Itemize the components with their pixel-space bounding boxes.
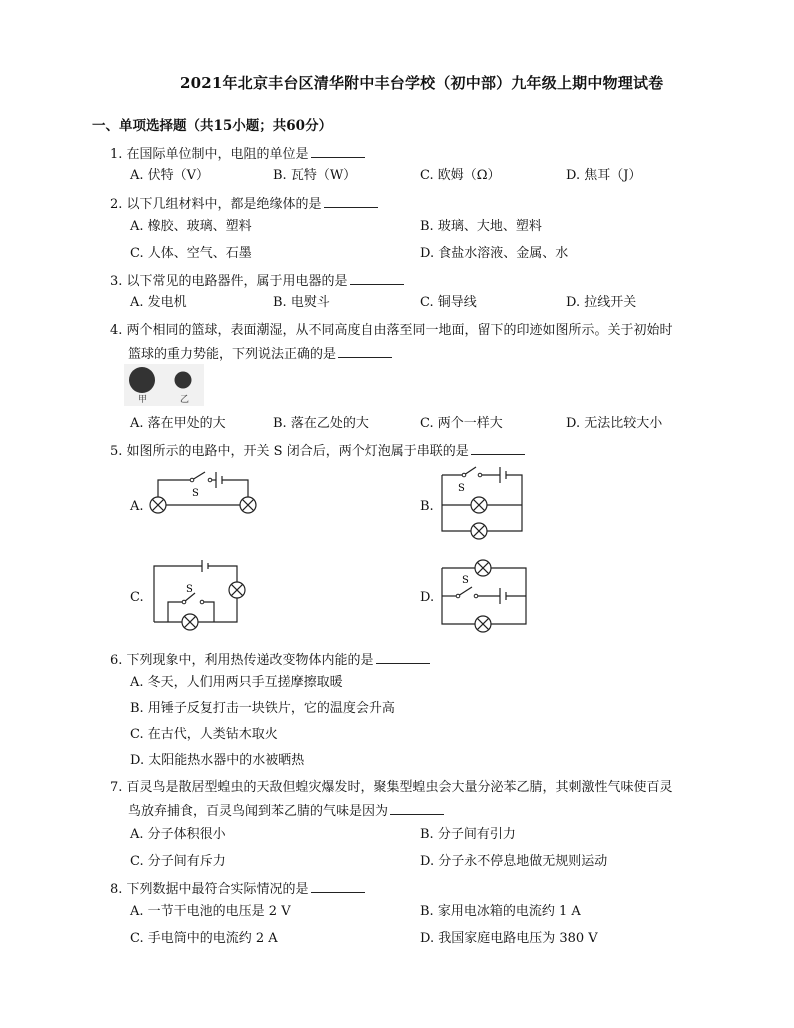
switch-label: S <box>192 488 199 499</box>
answer-blank <box>376 651 430 664</box>
question-5-stem: 5. 如图所示的电路中，开关 S 闭合后，两个灯泡属于串联的是 <box>110 444 469 459</box>
q8-option-a: A. 一节干电池的电压是 2 V <box>130 904 291 919</box>
q1-option-d: D. 焦耳（J） <box>566 168 642 183</box>
question-3 <box>110 270 404 289</box>
q6-option-a: A. 冬天，人们用两只手互搓摩擦取暖 <box>130 675 343 690</box>
q7-option-d: D. 分子永不停息地做无规则运动 <box>420 854 608 869</box>
q8-option-d: D. 我国家庭电路电压为 380 V <box>420 931 598 946</box>
question-3-stem: 3. 以下常见的电路器件，属于用电器的是 <box>110 274 348 289</box>
answer-blank <box>471 442 525 455</box>
q7-option-c: C. 分子间有斥力 <box>130 854 226 869</box>
q2-option-b: B. 玻璃、大地、塑料 <box>420 219 542 234</box>
answer-blank <box>338 345 392 358</box>
switch-label: S <box>462 575 469 586</box>
circuit-c <box>150 556 250 634</box>
q1-option-b: B. 瓦特（W） <box>273 168 357 183</box>
answer-blank <box>390 802 444 815</box>
q6-option-b: B. 用锤子反复打击一块铁片，它的温度会升高 <box>130 701 395 716</box>
question-4-stem: 篮球的重力势能，下列说法正确的是 <box>128 347 337 362</box>
q3-option-b: B. 电熨斗 <box>273 295 330 310</box>
section-heading: 一、单项选择题（共15小题；共60分） <box>92 118 333 134</box>
q1-option-a: A. 伏特（V） <box>130 168 210 183</box>
q3-option-d: D. 拉线开关 <box>566 295 637 310</box>
question-8 <box>110 878 365 897</box>
question-2 <box>110 193 378 212</box>
q5-label-a: A. <box>130 499 144 514</box>
switch-label: S <box>458 483 465 494</box>
q8-option-b: B. 家用电冰箱的电流约 1 A <box>420 904 581 919</box>
q3-option-c: C. 铜导线 <box>420 295 477 310</box>
q6-option-d: D. 太阳能热水器中的水被晒热 <box>130 753 305 768</box>
q2-option-d: D. 食盐水溶液、金属、水 <box>420 246 569 261</box>
q3-option-a: A. 发电机 <box>130 295 187 310</box>
basketball-marks-figure <box>124 364 204 406</box>
q4-option-d: D. 无法比较大小 <box>566 416 663 431</box>
q7-option-b: B. 分子间有引力 <box>420 827 516 842</box>
q8-option-c: C. 手电筒中的电流约 2 A <box>130 931 278 946</box>
paper-title: 2021年北京丰台区清华附中丰台学校（初中部）九年级上期中物理试卷 <box>180 74 664 92</box>
q5-label-d: D. <box>420 590 435 605</box>
answer-blank <box>311 880 365 893</box>
question-6 <box>110 649 430 668</box>
label-jia: 甲 <box>138 395 148 405</box>
question-1 <box>110 143 365 162</box>
circuit-d <box>438 554 534 638</box>
question-1-stem: 1. 在国际单位制中，电阻的单位是 <box>110 147 309 162</box>
small-mark-yi <box>175 372 192 389</box>
question-7-line-2 <box>128 800 444 819</box>
large-mark-jia <box>129 367 155 393</box>
q2-option-a: A. 橡胶、玻璃、塑料 <box>130 219 252 234</box>
label-yi: 乙 <box>180 395 190 405</box>
q2-option-c: C. 人体、空气、石墨 <box>130 246 252 261</box>
question-2-stem: 2. 以下几组材料中，都是绝缘体的是 <box>110 197 322 212</box>
circuit-b <box>434 463 534 545</box>
switch-label: S <box>186 584 193 595</box>
question-5 <box>110 440 525 459</box>
question-4-line-1: 4. 两个相同的篮球，表面潮湿，从不同高度自由落至同一地面，留下的印迹如图所示。关于初始时 <box>110 323 673 338</box>
question-4-line-2 <box>128 343 392 362</box>
answer-blank <box>350 272 404 285</box>
question-6-stem: 6. 下列现象中，利用热传递改变物体内能的是 <box>110 653 374 668</box>
question-7-line-1: 7. 百灵鸟是散居型蝗虫的天敌但蝗灾爆发时，聚集型蝗虫会大量分泌苯乙腈，其刺激性气味使百灵 <box>110 780 673 795</box>
q5-label-c: C. <box>130 590 144 605</box>
question-7-stem: 鸟放弃捕食，百灵鸟闻到苯乙腈的气味是因为 <box>128 804 389 819</box>
question-8-stem: 8. 下列数据中最符合实际情况的是 <box>110 882 309 897</box>
q4-option-a: A. 落在甲处的大 <box>130 416 226 431</box>
answer-blank <box>324 195 378 208</box>
q7-option-a: A. 分子体积很小 <box>130 827 226 842</box>
q4-option-c: C. 两个一样大 <box>420 416 503 431</box>
q1-option-c: C. 欧姆（Ω） <box>420 168 501 183</box>
answer-blank <box>311 145 365 158</box>
q6-option-c: C. 在古代，人类钻木取火 <box>130 727 278 742</box>
q4-option-b: B. 落在乙处的大 <box>273 416 369 431</box>
q5-label-b: B. <box>420 499 434 514</box>
circuit-a <box>148 463 260 521</box>
